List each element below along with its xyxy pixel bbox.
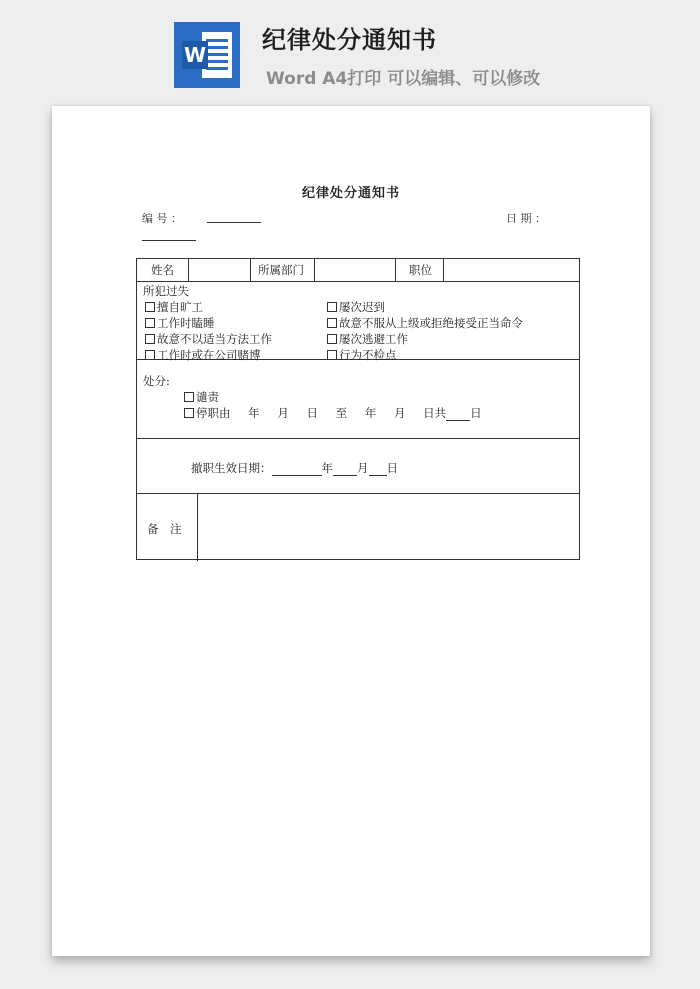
checkbox-icon bbox=[145, 334, 155, 344]
penalty-reprimand[interactable]: 谴责 bbox=[184, 389, 219, 405]
name-label: 姓名 bbox=[151, 263, 174, 277]
document-page bbox=[52, 106, 650, 956]
date-label: 日 期 ： bbox=[506, 212, 546, 225]
offense-item[interactable]: 工作时瞌睡 bbox=[145, 315, 215, 331]
checkbox-icon bbox=[145, 302, 155, 312]
remarks-label: 备 注 bbox=[147, 522, 182, 536]
remarks-field[interactable] bbox=[199, 495, 577, 559]
document-title: 纪律处分通知书 bbox=[301, 186, 400, 201]
page-subtitle: Word A4打印 可以编辑、可以修改 bbox=[266, 69, 541, 89]
checkbox-icon bbox=[327, 302, 337, 312]
offense-item[interactable]: 行为不检点 bbox=[327, 347, 397, 363]
position-label: 职位 bbox=[409, 263, 432, 277]
word-document-icon bbox=[174, 22, 240, 88]
checkbox-icon bbox=[327, 318, 337, 328]
checkbox-icon bbox=[184, 392, 194, 402]
checkbox-icon bbox=[184, 408, 194, 418]
disciplinary-form-table bbox=[136, 258, 580, 560]
offense-item[interactable]: 故意不服从上级或拒绝接受正当命令 bbox=[327, 315, 523, 331]
date-blank[interactable] bbox=[142, 240, 196, 241]
position-field[interactable] bbox=[444, 260, 579, 280]
offense-item[interactable]: 擅自旷工 bbox=[145, 299, 203, 315]
penalty-heading: 处分: bbox=[143, 374, 170, 388]
checkbox-icon bbox=[145, 318, 155, 328]
revoke-day-blank[interactable] bbox=[369, 464, 387, 476]
name-field[interactable] bbox=[189, 260, 249, 280]
word-icon-letter: W bbox=[183, 43, 207, 67]
checkbox-icon bbox=[327, 334, 337, 344]
header bbox=[0, 0, 700, 100]
offense-item[interactable]: 故意不以适当方法工作 bbox=[145, 331, 272, 347]
revoke-year-blank[interactable] bbox=[272, 464, 322, 476]
suspension-days-blank[interactable] bbox=[446, 409, 470, 421]
department-field[interactable] bbox=[315, 260, 394, 280]
number-label: 编 号 ： bbox=[142, 212, 182, 225]
offense-item[interactable]: 工作时或在公司赌博 bbox=[145, 347, 261, 363]
offense-item[interactable]: 屡次迟到 bbox=[327, 299, 385, 315]
page-title: 纪律处分通知书 bbox=[262, 26, 437, 54]
checkbox-icon bbox=[327, 350, 337, 360]
revoke-date[interactable]: 撤职生效日期： 年 月 日 bbox=[191, 461, 398, 475]
offense-item[interactable]: 屡次逃避工作 bbox=[327, 331, 408, 347]
offense-heading: 所犯过失 bbox=[143, 284, 189, 298]
number-blank[interactable] bbox=[207, 222, 261, 223]
department-label: 所属部门 bbox=[258, 263, 304, 277]
penalty-suspension[interactable]: 停职由 年 月 日 至 年 月 日共 日 bbox=[184, 405, 482, 421]
revoke-month-blank[interactable] bbox=[333, 464, 357, 476]
checkbox-icon bbox=[145, 350, 155, 360]
